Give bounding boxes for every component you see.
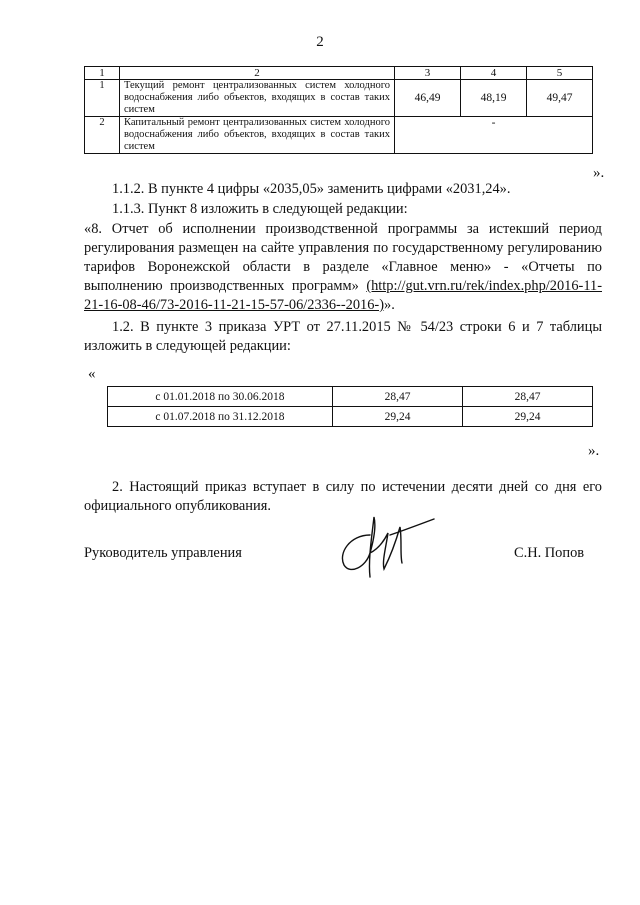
paragraph-8 <box>84 220 602 315</box>
tariff-table <box>84 66 593 154</box>
period-cell: с 01.01.2018 по 30.06.2018 <box>108 387 333 407</box>
header-cell: 4 <box>461 67 527 80</box>
header-cell: 2 <box>120 67 395 80</box>
row-value: 48,19 <box>461 80 527 117</box>
closing-quote: ». <box>593 165 605 181</box>
header-cell: 1 <box>85 67 120 80</box>
row-value: 46,49 <box>395 80 461 117</box>
value-cell: 28,47 <box>333 387 463 407</box>
signer-role: Руководитель управления <box>84 545 242 561</box>
closing-quote-2: ». <box>588 443 600 459</box>
row-name: Капитальный ремонт централизованных систем холодного водоснабжения либо объектов, входящих в состав таких систем <box>120 117 395 154</box>
header-cell: 5 <box>527 67 593 80</box>
value-cell: 29,24 <box>333 407 463 427</box>
table-row <box>108 387 593 407</box>
header-cell: 3 <box>395 67 461 80</box>
table-header-row <box>85 67 593 80</box>
paragraph-2: 2. Настоящий приказ вступает в силу по истечении десяти дней со дня его официального опубликования. <box>84 479 602 514</box>
row-name: Текущий ремонт централизованных систем холодного водоснабжения либо объектов, входящих в состав таких систем <box>120 80 395 117</box>
paragraph-1-2: 1.2. В пункте 3 приказа УРТ от 27.11.2015 № 54/23 строки 6 и 7 таблицы изложить в следующей редакции: <box>84 319 602 354</box>
table-row <box>85 80 593 117</box>
signer-name: С.Н. Попов <box>514 545 585 561</box>
paragraph-1-1-3: 1.1.3. Пункт 8 изложить в следующей редакции: <box>112 201 408 217</box>
opening-quote: « <box>88 366 96 382</box>
paragraph-8-text: «8. Отчет об исполнении производственной программы за истекший период регулирования размещен на сайте управления по государственному регулированию тарифов Воронежской области в разделе «Главное меню» - «Отчеты по выполнению производственных программ» <box>84 221 602 294</box>
row-number: 2 <box>85 117 120 154</box>
period-cell: с 01.07.2018 по 31.12.2018 <box>108 407 333 427</box>
site-link[interactable]: (http://gut.vrn.ru/rek/index.php/2016-11-21-16-08-46/73-2016-11-21-15-57-06/2336--2016-) <box>84 278 602 313</box>
row-value: 49,47 <box>527 80 593 117</box>
value-cell: 29,24 <box>463 407 593 427</box>
paragraph-1-1-2: 1.1.2. В пункте 4 цифры «2035,05» заменить цифрами «2031,24». <box>112 181 511 197</box>
row-merged-value: - <box>395 117 593 154</box>
period-table <box>107 386 593 427</box>
row-number: 1 <box>85 80 120 117</box>
handwritten-signature <box>330 505 440 585</box>
page-number: 2 <box>316 34 324 50</box>
table-row <box>108 407 593 427</box>
paragraph-8-end: ». <box>384 297 395 313</box>
table-row <box>85 117 593 154</box>
value-cell: 28,47 <box>463 387 593 407</box>
